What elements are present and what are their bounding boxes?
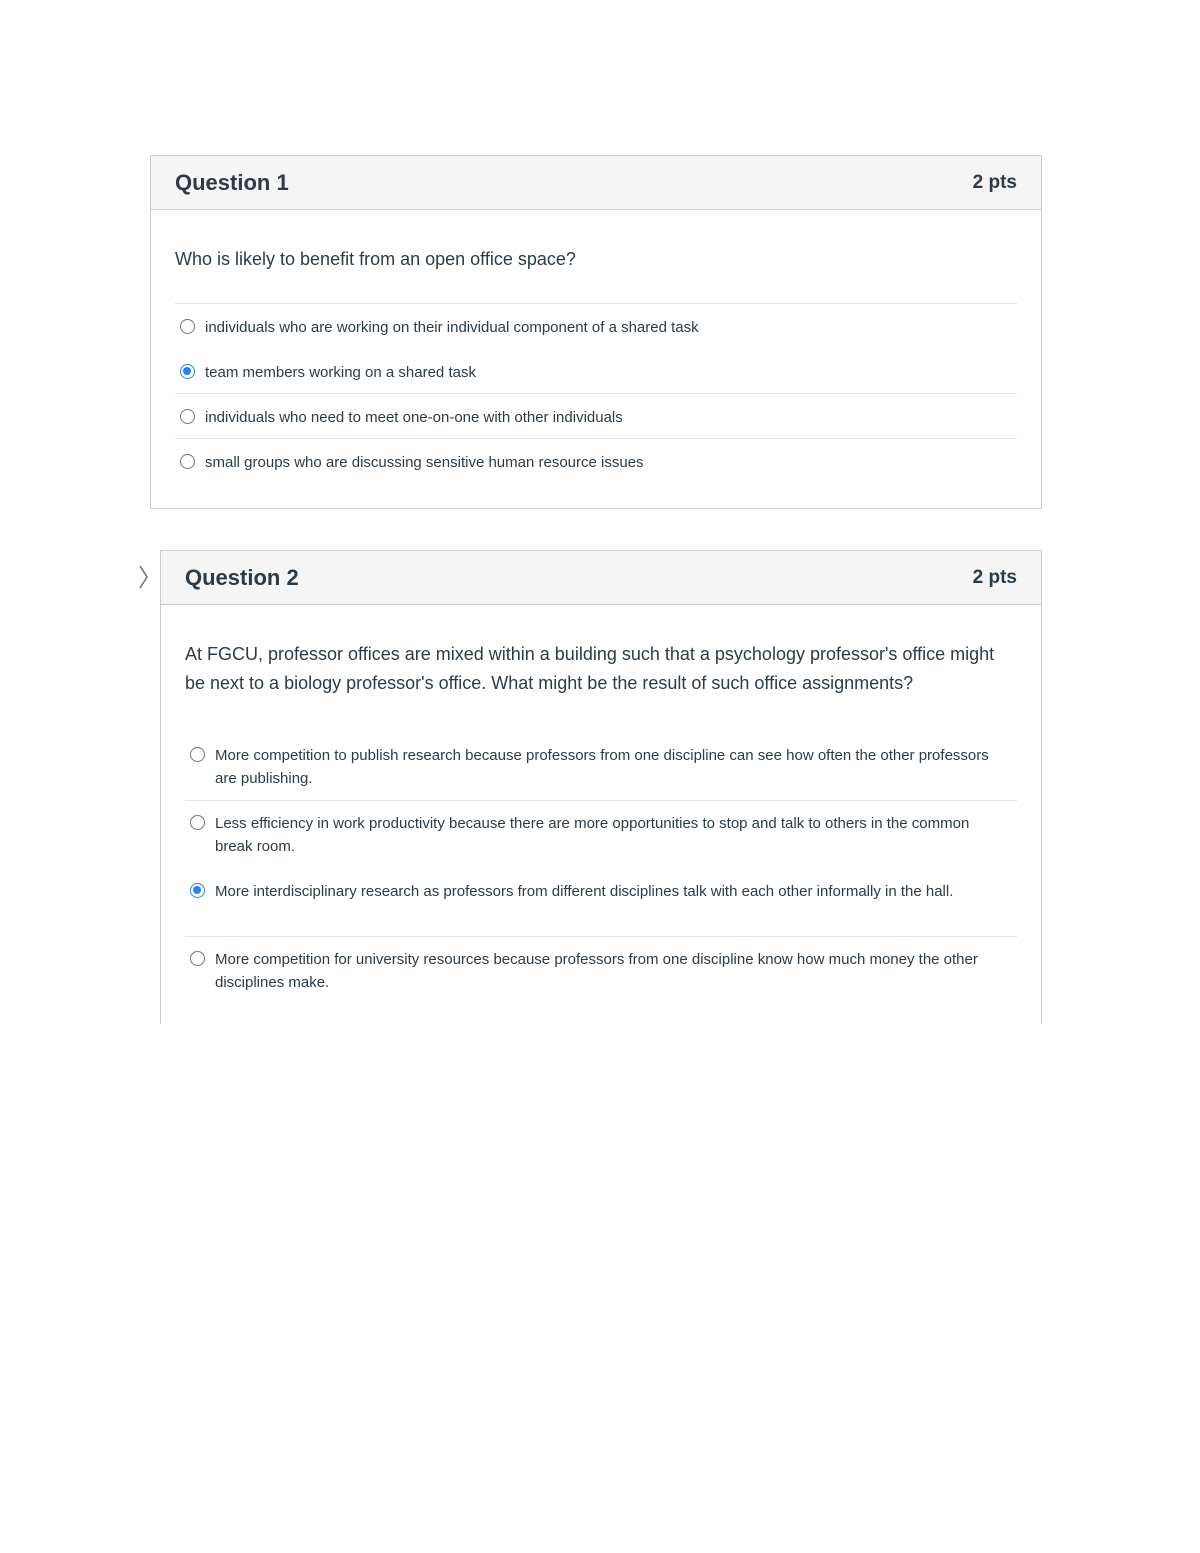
answer-option[interactable] bbox=[185, 801, 1017, 869]
question-points: 2 pts bbox=[972, 566, 1017, 588]
question-points: 2 pts bbox=[972, 171, 1017, 193]
question-title: Question 1 bbox=[175, 169, 289, 195]
question-text: Who is likely to benefit from an open office space? bbox=[175, 249, 576, 269]
answer-label: Less efficiency in work productivity because there are more opportunities to stop and talk to others in the common break room. bbox=[215, 815, 970, 855]
question-header bbox=[161, 551, 1041, 605]
radio-button-icon[interactable] bbox=[190, 951, 205, 966]
answer-list bbox=[175, 303, 1017, 484]
question-1 bbox=[150, 155, 1042, 509]
answer-option[interactable] bbox=[175, 349, 1017, 394]
answer-option[interactable] bbox=[185, 733, 1017, 801]
radio-button-icon[interactable] bbox=[180, 364, 195, 379]
radio-button-icon[interactable] bbox=[180, 319, 195, 334]
radio-button-icon[interactable] bbox=[180, 454, 195, 469]
answer-label: More competition to publish research because professors from one discipline can see how often the other professors are publishing. bbox=[215, 747, 989, 787]
answer-option[interactable] bbox=[185, 869, 1017, 937]
radio-button-icon[interactable] bbox=[190, 815, 205, 830]
question-body bbox=[161, 605, 1041, 1005]
answer-label: More competition for university resources because professors from one discipline know how much money the other disciplines make. bbox=[215, 951, 978, 991]
answer-option[interactable] bbox=[175, 304, 1017, 349]
radio-button-icon[interactable] bbox=[190, 883, 205, 898]
question-title: Question 2 bbox=[185, 564, 299, 590]
answer-label: More interdisciplinary research as professors from different disciplines talk with each other informally in the hall. bbox=[215, 883, 954, 900]
answer-option[interactable] bbox=[175, 394, 1017, 439]
radio-button-icon[interactable] bbox=[180, 409, 195, 424]
answer-label: team members working on a shared task bbox=[205, 364, 476, 381]
answer-option[interactable] bbox=[185, 937, 1017, 1005]
answer-option[interactable] bbox=[175, 439, 1017, 484]
chevron-right-icon bbox=[136, 563, 154, 591]
question-text: At FGCU, professor offices are mixed within a building such that a psychology professor's office might be next to a biology professor's office. What might be the result of such office assignments? bbox=[185, 644, 995, 693]
answer-label: small groups who are discussing sensitive human resource issues bbox=[205, 454, 644, 471]
question-2 bbox=[160, 550, 1042, 1024]
chevron-right-icon-svg bbox=[136, 563, 150, 591]
question-body bbox=[151, 210, 1041, 484]
answer-label: individuals who need to meet one-on-one with other individuals bbox=[205, 409, 623, 426]
radio-button-icon[interactable] bbox=[190, 747, 205, 762]
answer-list bbox=[185, 733, 1017, 1005]
question-header bbox=[151, 156, 1041, 210]
answer-label: individuals who are working on their individual component of a shared task bbox=[205, 319, 699, 336]
